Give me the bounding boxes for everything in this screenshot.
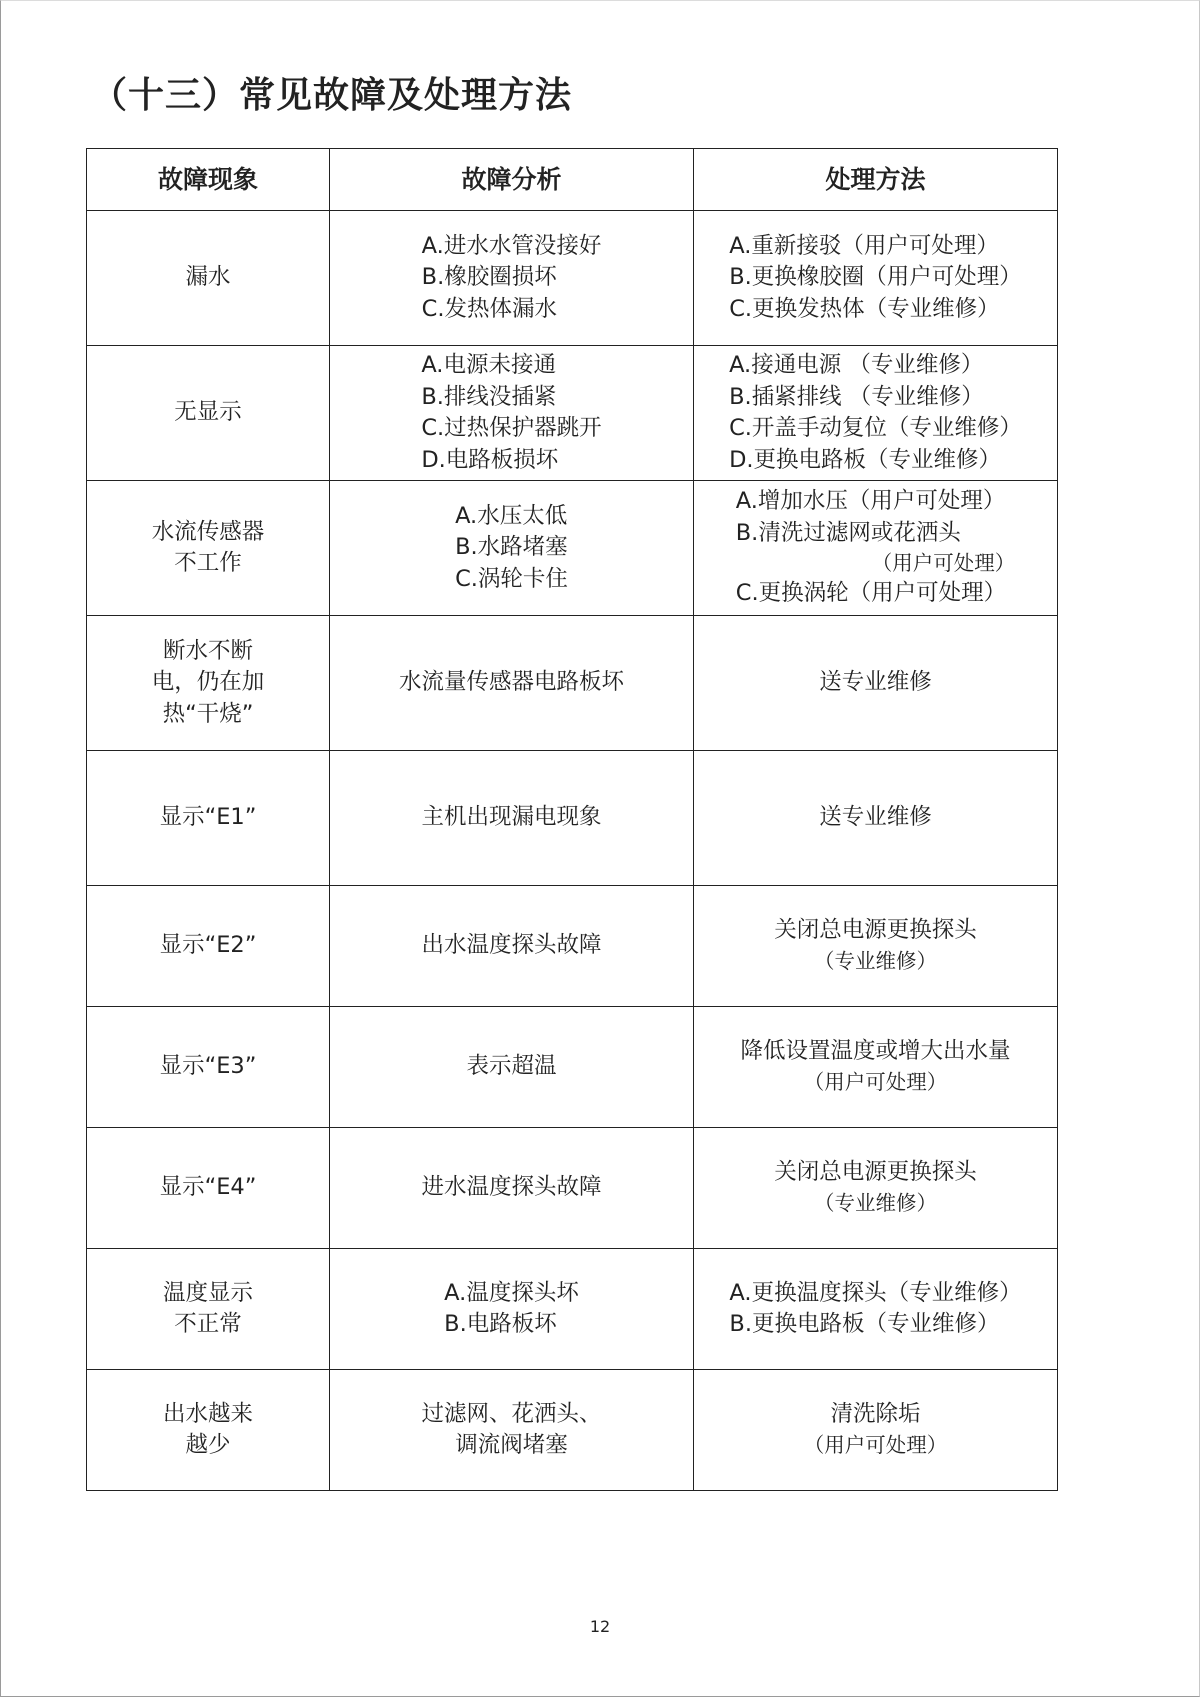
table-row bbox=[87, 481, 1058, 616]
method-line: C.更换发热体（专业维修） bbox=[729, 295, 1000, 322]
phenomenon-cell bbox=[87, 1249, 330, 1370]
phenomenon-cell bbox=[87, 616, 330, 751]
method-line: B.清洗过滤网或花洒头 bbox=[735, 519, 961, 546]
analysis-text bbox=[421, 930, 601, 962]
analysis-line: A.温度探头坏 bbox=[444, 1279, 579, 1306]
analysis-cell bbox=[330, 346, 694, 481]
analysis-line: B.排线没插紧 bbox=[421, 383, 557, 410]
method-text bbox=[729, 350, 1022, 476]
phenomenon-cell bbox=[87, 751, 330, 886]
phenomenon-text bbox=[152, 517, 265, 580]
method-cell bbox=[694, 1128, 1058, 1249]
phenomenon-line: 越少 bbox=[185, 1432, 231, 1458]
section-title: （十三）常见故障及处理方法 bbox=[91, 75, 573, 116]
method-text bbox=[729, 231, 1022, 326]
table-body bbox=[87, 211, 1058, 1491]
table-row bbox=[87, 1249, 1058, 1370]
table-row bbox=[87, 616, 1058, 751]
method-line: （用户可处理） bbox=[803, 1069, 948, 1094]
analysis-text bbox=[421, 802, 601, 834]
analysis-text bbox=[421, 350, 601, 476]
phenomenon-cell bbox=[87, 886, 330, 1007]
phenomenon-cell bbox=[87, 1128, 330, 1249]
method-line: A.接通电源 （专业维修） bbox=[729, 352, 984, 378]
analysis-line: 出水温度探头故障 bbox=[421, 932, 602, 959]
analysis-cell bbox=[330, 1249, 694, 1370]
analysis-cell bbox=[330, 481, 694, 616]
analysis-line: B.水路堵塞 bbox=[455, 534, 568, 561]
phenomenon-text bbox=[174, 397, 242, 429]
analysis-line: B.橡胶圈损坏 bbox=[421, 264, 557, 291]
method-cell bbox=[694, 1007, 1058, 1128]
table-row bbox=[87, 1370, 1058, 1491]
method-text bbox=[740, 1036, 1010, 1096]
phenomenon-line: 温度显示 bbox=[162, 1279, 253, 1306]
method-text bbox=[736, 486, 1016, 609]
method-line: 降低设置温度或增大出水量 bbox=[740, 1038, 1011, 1064]
method-cell bbox=[694, 481, 1058, 616]
analysis-line: 过滤网、花洒头、 bbox=[421, 1400, 602, 1427]
method-text bbox=[774, 1157, 977, 1217]
phenomenon-text bbox=[160, 802, 257, 834]
method-line: （用户可处理） bbox=[803, 1432, 948, 1457]
method-line: B.插紧排线 （专业维修） bbox=[729, 383, 984, 410]
method-line: 送专业维修 bbox=[819, 669, 932, 696]
analysis-cell bbox=[330, 1128, 694, 1249]
method-line: （专业维修） bbox=[813, 948, 937, 973]
method-line: B.更换橡胶圈（用户可处理） bbox=[729, 264, 1022, 291]
method-line: D.更换电路板（专业维修） bbox=[729, 446, 1002, 473]
method-cell bbox=[694, 616, 1058, 751]
method-line: （用户可处理） bbox=[871, 551, 1016, 576]
phenomenon-line: 不正常 bbox=[174, 1311, 242, 1337]
analysis-line: 主机出现漏电现象 bbox=[421, 804, 602, 831]
analysis-line: B.电路板坏 bbox=[444, 1311, 557, 1337]
method-line: 关闭总电源更换探头 bbox=[774, 917, 977, 943]
table-row bbox=[87, 346, 1058, 481]
phenomenon-text bbox=[185, 262, 230, 294]
analysis-cell bbox=[330, 211, 694, 346]
header-analysis: 故障分析 bbox=[330, 149, 694, 211]
table-row bbox=[87, 1128, 1058, 1249]
phenomenon-line: 显示“E2” bbox=[159, 932, 257, 959]
analysis-cell bbox=[330, 1007, 694, 1128]
method-line: A.更换温度探头（专业维修） bbox=[729, 1279, 1022, 1306]
analysis-text bbox=[399, 667, 624, 699]
analysis-text bbox=[466, 1051, 556, 1083]
phenomenon-line: 电，仍在加 bbox=[151, 669, 265, 696]
analysis-line: C.发热体漏水 bbox=[421, 295, 558, 322]
method-line: C.开盖手动复位（专业维修） bbox=[729, 415, 1022, 441]
analysis-text bbox=[455, 501, 568, 596]
troubleshooting-table bbox=[86, 148, 1058, 1491]
phenomenon-line: 显示“E4” bbox=[159, 1174, 257, 1201]
method-text bbox=[729, 1278, 1021, 1341]
method-text bbox=[819, 667, 932, 699]
phenomenon-cell bbox=[87, 1370, 330, 1491]
analysis-cell bbox=[330, 616, 694, 751]
method-text bbox=[819, 802, 932, 834]
analysis-text bbox=[421, 1172, 601, 1204]
method-line: 关闭总电源更换探头 bbox=[774, 1159, 977, 1185]
table-row bbox=[87, 1007, 1058, 1128]
phenomenon-text bbox=[160, 930, 257, 962]
phenomenon-text bbox=[152, 636, 265, 731]
method-cell bbox=[694, 751, 1058, 886]
table-row bbox=[87, 211, 1058, 346]
analysis-line: A.进水水管没接好 bbox=[421, 232, 602, 259]
analysis-text bbox=[422, 231, 602, 326]
table-row bbox=[87, 751, 1058, 886]
method-cell bbox=[694, 886, 1058, 1007]
analysis-cell bbox=[330, 751, 694, 886]
phenomenon-text bbox=[160, 1051, 257, 1083]
phenomenon-text bbox=[160, 1172, 257, 1204]
method-cell bbox=[694, 346, 1058, 481]
method-cell bbox=[694, 1249, 1058, 1370]
phenomenon-line: 漏水 bbox=[185, 264, 231, 291]
method-line: A.重新接驳（用户可处理） bbox=[729, 232, 999, 259]
phenomenon-text bbox=[163, 1278, 253, 1341]
phenomenon-text bbox=[163, 1399, 253, 1462]
analysis-line: C.过热保护器跳开 bbox=[421, 415, 602, 441]
header-method: 处理方法 bbox=[694, 149, 1058, 211]
analysis-line: 调流阀堵塞 bbox=[455, 1432, 568, 1458]
phenomenon-line: 无显示 bbox=[174, 399, 242, 426]
analysis-line: A.水压太低 bbox=[455, 502, 568, 529]
analysis-line: C.涡轮卡住 bbox=[455, 565, 568, 592]
phenomenon-cell bbox=[87, 211, 330, 346]
analysis-cell bbox=[330, 886, 694, 1007]
analysis-line: 进水温度探头故障 bbox=[421, 1174, 602, 1201]
page-number: 12 bbox=[589, 1617, 611, 1636]
phenomenon-line: 出水越来 bbox=[162, 1400, 253, 1427]
method-cell bbox=[694, 1370, 1058, 1491]
header-phenomenon: 故障现象 bbox=[87, 149, 330, 211]
method-line: B.更换电路板（专业维修） bbox=[729, 1311, 1000, 1337]
table-row bbox=[87, 886, 1058, 1007]
analysis-cell bbox=[330, 1370, 694, 1491]
method-line: A.增加水压（用户可处理） bbox=[735, 488, 1006, 515]
analysis-line: D.电路板损坏 bbox=[421, 446, 559, 473]
analysis-text bbox=[421, 1399, 601, 1462]
analysis-line: A.电源未接通 bbox=[421, 352, 556, 378]
phenomenon-line: 热“干烧” bbox=[162, 700, 254, 727]
method-line: 清洗除垢 bbox=[830, 1401, 921, 1427]
phenomenon-cell bbox=[87, 481, 330, 616]
analysis-line: 表示超温 bbox=[466, 1053, 557, 1080]
table-header-row bbox=[87, 149, 1058, 211]
analysis-text bbox=[444, 1278, 579, 1341]
phenomenon-line: 断水不断 bbox=[162, 637, 253, 664]
phenomenon-line: 显示“E3” bbox=[159, 1053, 257, 1080]
phenomenon-cell bbox=[87, 1007, 330, 1128]
phenomenon-line: 水流传感器 bbox=[151, 518, 265, 545]
method-line: 送专业维修 bbox=[819, 804, 932, 831]
phenomenon-cell bbox=[87, 346, 330, 481]
method-line: （专业维修） bbox=[813, 1190, 937, 1215]
method-line: C.更换涡轮（用户可处理） bbox=[735, 580, 1007, 607]
phenomenon-line: 显示“E1” bbox=[159, 804, 257, 831]
phenomenon-line: 不工作 bbox=[174, 550, 242, 576]
method-text bbox=[804, 1399, 948, 1459]
method-text bbox=[774, 915, 977, 975]
analysis-line: 水流量传感器电路板坏 bbox=[398, 669, 624, 696]
method-cell bbox=[694, 211, 1058, 346]
